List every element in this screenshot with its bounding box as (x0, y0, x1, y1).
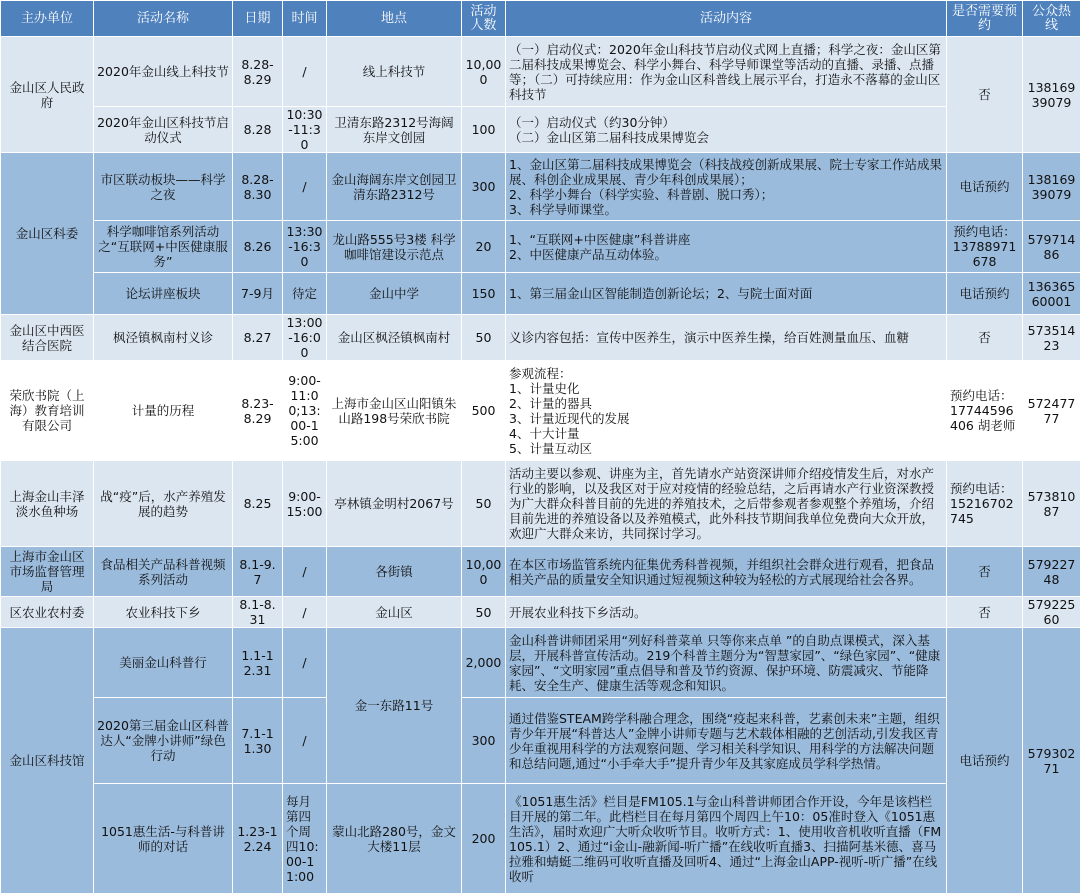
count-cell: 50 (462, 461, 506, 547)
date-cell: 8.27 (233, 315, 283, 361)
place-cell: 金一东路11号 (327, 628, 462, 784)
content-cell: 1、金山区第二届科技成果博览会（科技战疫创新成果展、院士专家工作站成果展、科创企业成果展、青少年科创成果展）； 2、科学小舞台（科学实验、科普剧、脱口秀）； 3、科学导师课堂。 (506, 153, 947, 221)
name-cell: 2020第三届金山区科普达人“金牌小讲师”绿色行动 (94, 698, 233, 784)
name-cell: 论坛讲座板块 (94, 273, 233, 315)
time-cell: 9:00-11:00;13:00-15:00 (283, 361, 327, 461)
time-cell: 10:30-11:30 (283, 107, 327, 153)
count-cell: 10,000 (462, 37, 506, 107)
content-cell: 《1051惠生活》栏目是FM105.1与金山科普讲师团合作开设，今年是该档栏目开展的第二年。此档栏目在每月第四个周四上午10：05准时登入《1051惠生活》，届时欢迎广大听众收听节目。收听方式：1、使用收音机收听直播（FM105.1）2、通过“i金山-融新闻-听广播”在线收听直播3、扫描阿基米德、喜马拉雅和蜻蜓二维码可收听直播及回听4、通过“上海金山APP-视听-听广播”在线收听 (506, 784, 947, 894)
time-cell: / (283, 547, 327, 597)
header-content: 活动内容 (506, 1, 947, 37)
content-cell: 在本区市场监管系统内征集优秀科普视频，并组织社会群众进行观看，把食品相关产品的质量安全知识通过短视频这种较为轻松的方式展现给社会各界。 (506, 547, 947, 597)
content-cell: 通过借鉴STEAM跨学科融合理念，围绕“疫起来科普，艺素创未来”主题，组织青少年开展“科普达人”金牌小讲师专题与艺术载体相融的艺创活动,引发我区青少年重视用科学的方法观察问题、学习相关科学知识、用科学的方法解决问题和总结问题,通过“小手牵大手”提升青少年及其家庭成员学科学热情。 (506, 698, 947, 784)
table-row (1, 107, 1080, 153)
reserve-cell: 否 (947, 37, 1023, 153)
date-cell: 8.26 (233, 221, 283, 273)
table-row (1, 784, 1080, 894)
count-cell: 200 (462, 784, 506, 894)
date-cell: 8.28 (233, 107, 283, 153)
count-cell: 150 (462, 273, 506, 315)
table-row (1, 221, 1080, 273)
name-cell: 农业科技下乡 (94, 597, 233, 628)
content-cell: （一）启动仪式（约30分钟） （二）金山区第二届科技成果博览会 (506, 107, 947, 153)
org-cell: 金山区中西医结合医院 (1, 315, 94, 361)
name-cell: 2020年金山区科技节启动仪式 (94, 107, 233, 153)
reserve-cell: 预约电话：15216702745 (947, 461, 1023, 547)
place-cell: 龙山路555号3楼 科学咖啡馆建设示范点 (327, 221, 462, 273)
count-cell: 300 (462, 698, 506, 784)
count-cell: 20 (462, 221, 506, 273)
org-cell: 荣欣书院（上海）教育培训有限公司 (1, 361, 94, 461)
org-cell: 上海市金山区市场监督管理局 (1, 547, 94, 597)
table-row (1, 361, 1080, 461)
content-cell: 参观流程： 1、计量史化 2、计量的器具 3、计量近现代的发展 4、十大计量 5、计量互动区 (506, 361, 947, 461)
reserve-cell: 预约电话：13788971678 (947, 221, 1023, 273)
place-cell: 上海市金山区山阳镇朱山路198号荣欣书院 (327, 361, 462, 461)
header-date: 日期 (233, 1, 283, 37)
time-cell: / (283, 698, 327, 784)
table-row (1, 37, 1080, 107)
date-cell: 8.28-8.30 (233, 153, 283, 221)
reserve-cell: 电话预约 (947, 273, 1023, 315)
name-cell: 食品相关产品科普视频系列活动 (94, 547, 233, 597)
time-cell: 待定 (283, 273, 327, 315)
place-cell: 金山中学 (327, 273, 462, 315)
table-row (1, 698, 1080, 784)
hotline-cell: 57351423 (1023, 315, 1080, 361)
table-row (1, 153, 1080, 221)
place-cell: 亭林镇金明村2067号 (327, 461, 462, 547)
time-cell: / (283, 153, 327, 221)
content-cell: 开展农业科技下乡活动。 (506, 597, 947, 628)
time-cell: 13:00-16:00 (283, 315, 327, 361)
name-cell: 计量的历程 (94, 361, 233, 461)
reserve-cell: 否 (947, 597, 1023, 628)
hotline-cell: 57922748 (1023, 547, 1080, 597)
reserve-cell: 否 (947, 315, 1023, 361)
date-cell: 8.1-8.31 (233, 597, 283, 628)
time-cell: 9:00-15:00 (283, 461, 327, 547)
time-cell: / (283, 597, 327, 628)
reserve-cell: 预约电话：17744596406 胡老师 (947, 361, 1023, 461)
content-cell: 活动主要以参观、讲座为主，首先请水产站资深讲师介绍疫情发生后，对水产行业的影响，以及我区对于应对疫情的经验总结，之后再请水产行业资深教授为广大群众科普目前的先进的养殖技术，之后带参观者参观整个养殖场，介绍目前先进的养殖设备以及养殖模式，此外科技节期间我单位免费向大众开放，欢迎广大群众来访，共同探讨学习。 (506, 461, 947, 547)
time-cell: / (283, 37, 327, 107)
org-cell: 金山区人民政府 (1, 37, 94, 153)
hotline-cell: 13816939079 (1023, 37, 1080, 153)
date-cell: 1.23-12.24 (233, 784, 283, 894)
header-hotline: 公众热线 (1023, 1, 1080, 37)
date-cell: 7-9月 (233, 273, 283, 315)
name-cell: 2020年金山线上科技节 (94, 37, 233, 107)
hotline-cell: 57930271 (1023, 628, 1080, 894)
table-row (1, 315, 1080, 361)
date-cell: 7.1-11.30 (233, 698, 283, 784)
header-time: 时间 (283, 1, 327, 37)
place-cell: 金山区枫泾镇枫南村 (327, 315, 462, 361)
table-row (1, 461, 1080, 547)
hotline-cell: 57922560 (1023, 597, 1080, 628)
table-row (1, 547, 1080, 597)
table-row (1, 597, 1080, 628)
header-reserve: 是否需要预约 (947, 1, 1023, 37)
table-row (1, 273, 1080, 315)
reserve-cell: 否 (947, 547, 1023, 597)
time-cell: / (283, 628, 327, 698)
name-cell: 美丽金山科普行 (94, 628, 233, 698)
org-cell: 区农业农村委 (1, 597, 94, 628)
date-cell: 8.25 (233, 461, 283, 547)
content-cell: 1、第三届金山区智能制造创新论坛；2、与院士面对面 (506, 273, 947, 315)
place-cell: 金山海阔东岸文创园卫清东路2312号 (327, 153, 462, 221)
hotline-cell: 13636560001 (1023, 273, 1080, 315)
org-cell: 金山区科委 (1, 153, 94, 315)
time-cell: 每月第四个周四10:00-11:00 (283, 784, 327, 894)
date-cell: 8.23-8.29 (233, 361, 283, 461)
content-cell: 金山科普讲师团采用“列好科普菜单 只等你来点单 ”的自助点课模式，深入基层，开展科普宣传活动。219个科普主题分为“智慧家园”、“绿色家园”、“健康家园”、“文明家园”重点倡导和普及节约资源、保护环境、防震减灾、节能降耗、安全生产、健康生活等观念和知识。 (506, 628, 947, 698)
reserve-cell: 电话预约 (947, 153, 1023, 221)
org-cell: 上海金山丰泽淡水鱼种场 (1, 461, 94, 547)
count-cell: 500 (462, 361, 506, 461)
hotline-cell: 57381087 (1023, 461, 1080, 547)
table-row (1, 628, 1080, 698)
place-cell: 线上科技节 (327, 37, 462, 107)
header-count: 活动人数 (462, 1, 506, 37)
name-cell: 市区联动板块——科学之夜 (94, 153, 233, 221)
hotline-cell: 57247777 (1023, 361, 1080, 461)
header-row (1, 1, 1080, 37)
org-cell: 金山区科技馆 (1, 628, 94, 894)
count-cell: 100 (462, 107, 506, 153)
content-cell: 1、“互联网+中医健康”科普讲座 2、中医健康产品互动体验。 (506, 221, 947, 273)
count-cell: 10,000 (462, 547, 506, 597)
date-cell: 8.28-8.29 (233, 37, 283, 107)
place-cell: 金山区 (327, 597, 462, 628)
date-cell: 8.1-9.7 (233, 547, 283, 597)
name-cell: 枫泾镇枫南村义诊 (94, 315, 233, 361)
date-cell: 1.1-12.31 (233, 628, 283, 698)
count-cell: 300 (462, 153, 506, 221)
place-cell: 蒙山北路280号，金文大楼11层 (327, 784, 462, 894)
header-name: 活动名称 (94, 1, 233, 37)
header-place: 地点 (327, 1, 462, 37)
count-cell: 50 (462, 315, 506, 361)
content-cell: （一）启动仪式：2020年金山科技节启动仪式网上直播；科学之夜：金山区第二届科技成果博览会、科学小舞台、科学导师课堂等活动的直播、录播、点播等；（二）可持续应用：作为金山区科普线上展示平台，打造永不落幕的金山区科技节 (506, 37, 947, 107)
header-org: 主办单位 (1, 1, 94, 37)
time-cell: 13:30-16:30 (283, 221, 327, 273)
place-cell: 各街镇 (327, 547, 462, 597)
reserve-cell: 电话预约 (947, 628, 1023, 894)
name-cell: 科学咖啡馆系列活动之“互联网+中医健康服务” (94, 221, 233, 273)
name-cell: 战“疫”后，水产养殖发展的趋势 (94, 461, 233, 547)
hotline-cell: 13816939079 (1023, 153, 1080, 221)
place-cell: 卫清东路2312号海阔东岸文创园 (327, 107, 462, 153)
count-cell: 2,000 (462, 628, 506, 698)
hotline-cell: 57971486 (1023, 221, 1080, 273)
name-cell: 1051惠生活-与科普讲师的对话 (94, 784, 233, 894)
count-cell: 50 (462, 597, 506, 628)
content-cell: 义诊内容包括：宣传中医养生，演示中医养生操，给百姓测量血压、血糖 (506, 315, 947, 361)
